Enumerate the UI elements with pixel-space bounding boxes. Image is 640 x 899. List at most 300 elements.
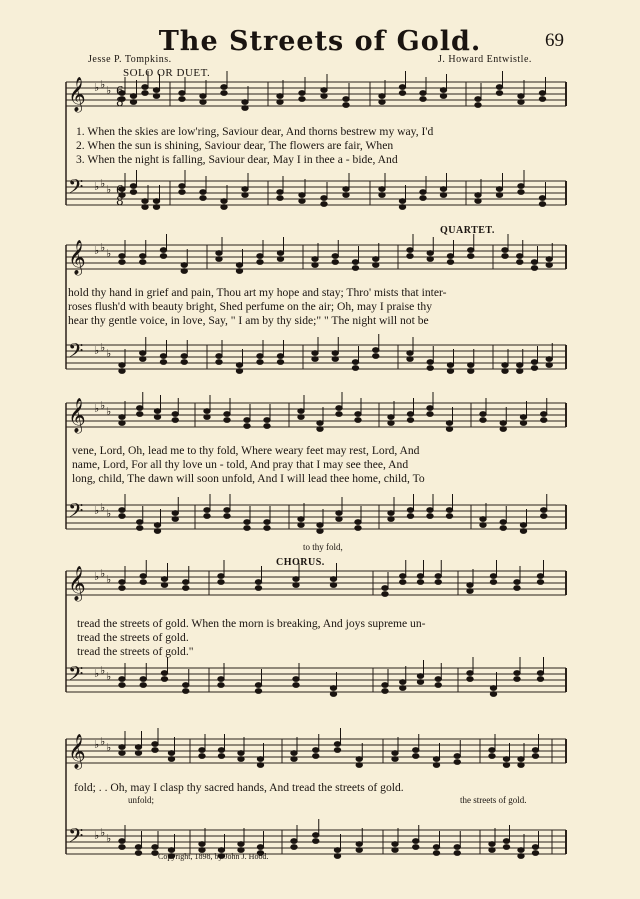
note-head bbox=[321, 88, 327, 93]
note-head bbox=[382, 689, 388, 694]
note-head bbox=[399, 199, 405, 204]
note-head bbox=[468, 248, 474, 253]
note-head bbox=[539, 202, 545, 207]
note-head bbox=[454, 754, 460, 759]
note-head bbox=[502, 369, 508, 374]
note-head bbox=[277, 354, 283, 359]
note-head bbox=[181, 263, 187, 268]
note-head bbox=[264, 526, 270, 531]
note-head bbox=[392, 848, 398, 853]
note-head bbox=[257, 763, 263, 768]
note-head bbox=[291, 845, 297, 850]
note-head bbox=[330, 583, 336, 588]
note-head bbox=[475, 97, 481, 102]
note-head bbox=[312, 351, 318, 356]
note-head bbox=[355, 520, 361, 525]
note-head bbox=[518, 854, 524, 859]
note-head bbox=[119, 508, 125, 513]
note-head bbox=[517, 254, 523, 259]
note-head bbox=[236, 369, 242, 374]
note-head bbox=[502, 254, 508, 259]
note-head bbox=[400, 686, 406, 691]
note-head bbox=[313, 754, 319, 759]
note-head bbox=[142, 199, 148, 204]
section-label-quartet: QUARTET. bbox=[440, 225, 495, 236]
note-head bbox=[238, 842, 244, 847]
note-head bbox=[221, 85, 227, 90]
note-head bbox=[277, 257, 283, 262]
note-head bbox=[382, 592, 388, 597]
verse-line: long, child, The dawn will soon unfold, And I will lead thee home, child, To bbox=[72, 472, 425, 485]
note-head bbox=[293, 683, 299, 688]
note-head bbox=[537, 677, 543, 682]
note-head bbox=[518, 94, 524, 99]
note-head bbox=[433, 763, 439, 768]
verse-line: 3. When the night is falling, Saviour dear, May I in thee a - bide, And bbox=[76, 153, 398, 166]
note-head bbox=[518, 100, 524, 105]
page-number: 69 bbox=[545, 30, 564, 51]
note-head bbox=[420, 196, 426, 201]
note-head bbox=[400, 680, 406, 685]
note-head bbox=[503, 763, 509, 768]
note-head bbox=[140, 574, 146, 579]
note-head bbox=[356, 848, 362, 853]
note-head bbox=[503, 757, 509, 762]
note-head bbox=[224, 508, 230, 513]
note-head bbox=[352, 266, 358, 271]
note-head bbox=[517, 363, 523, 368]
svg-text:♭: ♭ bbox=[100, 501, 106, 514]
note-head bbox=[382, 586, 388, 591]
note-head bbox=[181, 269, 187, 274]
note-head bbox=[489, 848, 495, 853]
note-head bbox=[218, 683, 224, 688]
svg-text:♭: ♭ bbox=[100, 735, 106, 748]
note-head bbox=[467, 589, 473, 594]
note-head bbox=[204, 514, 210, 519]
note-head bbox=[446, 514, 452, 519]
note-head bbox=[312, 263, 318, 268]
note-head bbox=[135, 751, 141, 756]
note-head bbox=[343, 103, 349, 108]
svg-text:♭: ♭ bbox=[106, 405, 112, 418]
note-head bbox=[142, 205, 148, 210]
note-head bbox=[388, 511, 394, 516]
note-head bbox=[317, 523, 323, 528]
note-head bbox=[427, 406, 433, 411]
note-head bbox=[119, 677, 125, 682]
note-head bbox=[160, 254, 166, 259]
note-head bbox=[216, 251, 222, 256]
note-head bbox=[502, 248, 508, 253]
note-head bbox=[427, 514, 433, 519]
note-head bbox=[539, 196, 545, 201]
note-head bbox=[257, 845, 263, 850]
note-head bbox=[317, 427, 323, 432]
svg-text:♭: ♭ bbox=[106, 573, 112, 586]
note-head bbox=[183, 586, 189, 591]
note-head bbox=[255, 580, 261, 585]
note-head bbox=[224, 514, 230, 519]
note-head bbox=[298, 523, 304, 528]
lyric-annotation: unfold; bbox=[128, 795, 154, 805]
note-head bbox=[135, 745, 141, 750]
note-head bbox=[407, 514, 413, 519]
treble-clef-icon: 𝄞 bbox=[68, 734, 86, 769]
note-head bbox=[420, 97, 426, 102]
note-head bbox=[317, 529, 323, 534]
svg-text:♭: ♭ bbox=[94, 344, 100, 357]
note-head bbox=[160, 248, 166, 253]
note-head bbox=[291, 839, 297, 844]
note-head bbox=[332, 254, 338, 259]
note-head bbox=[388, 517, 394, 522]
note-head bbox=[153, 205, 159, 210]
note-head bbox=[154, 529, 160, 534]
note-head bbox=[200, 94, 206, 99]
note-head bbox=[399, 205, 405, 210]
note-head bbox=[142, 91, 148, 96]
note-head bbox=[440, 94, 446, 99]
note-head bbox=[417, 574, 423, 579]
note-head bbox=[503, 839, 509, 844]
note-head bbox=[496, 91, 502, 96]
note-head bbox=[140, 351, 146, 356]
note-head bbox=[520, 523, 526, 528]
note-head bbox=[312, 357, 318, 362]
note-head bbox=[257, 254, 263, 259]
note-head bbox=[417, 674, 423, 679]
svg-text:♭: ♭ bbox=[106, 247, 112, 260]
note-head bbox=[435, 683, 441, 688]
note-head bbox=[216, 354, 222, 359]
note-head bbox=[221, 91, 227, 96]
bass-clef-icon: 𝄢 bbox=[68, 499, 84, 527]
note-head bbox=[255, 689, 261, 694]
note-head bbox=[518, 848, 524, 853]
note-head bbox=[257, 260, 263, 265]
note-head bbox=[130, 190, 136, 195]
note-head bbox=[454, 851, 460, 856]
verse-line: roses flush'd with beauty bright, Shed perfume on the air; Oh, may I praise thy bbox=[68, 300, 432, 313]
note-head bbox=[373, 354, 379, 359]
note-head bbox=[382, 683, 388, 688]
lyric-annotation: the streets of gold. bbox=[460, 795, 527, 805]
section-label-chorus: CHORUS. bbox=[276, 557, 325, 568]
svg-text:6: 6 bbox=[116, 183, 124, 197]
note-head bbox=[467, 677, 473, 682]
note-head bbox=[500, 520, 506, 525]
note-head bbox=[467, 671, 473, 676]
note-head bbox=[242, 106, 248, 111]
note-head bbox=[119, 514, 125, 519]
note-head bbox=[475, 193, 481, 198]
note-head bbox=[154, 409, 160, 414]
note-head bbox=[503, 845, 509, 850]
note-head bbox=[518, 757, 524, 762]
note-head bbox=[427, 257, 433, 262]
note-head bbox=[420, 190, 426, 195]
verse-line: tread the streets of gold." bbox=[77, 645, 194, 658]
note-head bbox=[480, 517, 486, 522]
svg-text:8: 8 bbox=[116, 194, 124, 208]
note-head bbox=[496, 187, 502, 192]
note-head bbox=[257, 757, 263, 762]
copyright-notice: Copyright, 1898, by John J. Hood. bbox=[158, 852, 269, 861]
hymn-title: The Streets of Gold. bbox=[158, 26, 482, 57]
note-head bbox=[242, 193, 248, 198]
note-head bbox=[181, 354, 187, 359]
note-head bbox=[199, 748, 205, 753]
note-head bbox=[200, 100, 206, 105]
note-head bbox=[332, 357, 338, 362]
note-head bbox=[218, 580, 224, 585]
note-head bbox=[291, 751, 297, 756]
note-head bbox=[238, 751, 244, 756]
verse-line: tread the streets of gold. bbox=[77, 631, 189, 644]
note-head bbox=[321, 196, 327, 201]
note-head bbox=[242, 187, 248, 192]
note-head bbox=[160, 360, 166, 365]
svg-text:♭: ♭ bbox=[94, 667, 100, 680]
note-head bbox=[537, 671, 543, 676]
lyric-annotation: to thy fold, bbox=[303, 542, 343, 552]
svg-text:♭: ♭ bbox=[94, 402, 100, 415]
note-head bbox=[489, 748, 495, 753]
note-head bbox=[135, 851, 141, 856]
svg-text:♭: ♭ bbox=[94, 829, 100, 842]
note-head bbox=[413, 748, 419, 753]
note-head bbox=[531, 360, 537, 365]
note-head bbox=[427, 366, 433, 371]
note-head bbox=[413, 839, 419, 844]
note-head bbox=[373, 348, 379, 353]
note-head bbox=[427, 360, 433, 365]
note-head bbox=[216, 360, 222, 365]
bass-clef-icon: 𝄢 bbox=[68, 824, 84, 852]
note-head bbox=[161, 671, 167, 676]
note-head bbox=[427, 508, 433, 513]
note-head bbox=[200, 190, 206, 195]
note-head bbox=[204, 415, 210, 420]
note-head bbox=[480, 412, 486, 417]
note-head bbox=[172, 511, 178, 516]
note-head bbox=[500, 526, 506, 531]
note-head bbox=[435, 580, 441, 585]
note-head bbox=[417, 680, 423, 685]
note-head bbox=[490, 580, 496, 585]
svg-text:♭: ♭ bbox=[106, 347, 112, 360]
treble-clef-icon: 𝄞 bbox=[68, 240, 86, 275]
note-head bbox=[537, 574, 543, 579]
note-head bbox=[277, 196, 283, 201]
note-head bbox=[480, 418, 486, 423]
note-head bbox=[379, 94, 385, 99]
note-head bbox=[179, 91, 185, 96]
note-head bbox=[153, 88, 159, 93]
note-head bbox=[407, 412, 413, 417]
svg-text:♭: ♭ bbox=[100, 341, 106, 354]
svg-text:6: 6 bbox=[116, 84, 124, 98]
note-head bbox=[312, 257, 318, 262]
note-head bbox=[373, 263, 379, 268]
note-head bbox=[137, 526, 143, 531]
svg-text:♭: ♭ bbox=[100, 567, 106, 580]
verse-line: tread the streets of gold. When the morn is breaking, And joys supreme un- bbox=[77, 617, 426, 630]
note-head bbox=[520, 529, 526, 534]
note-head bbox=[137, 520, 143, 525]
note-head bbox=[299, 97, 305, 102]
note-head bbox=[420, 91, 426, 96]
note-head bbox=[130, 100, 136, 105]
note-head bbox=[321, 202, 327, 207]
note-head bbox=[218, 748, 224, 753]
note-head bbox=[520, 415, 526, 420]
note-head bbox=[392, 842, 398, 847]
note-head bbox=[255, 683, 261, 688]
note-head bbox=[179, 184, 185, 189]
note-head bbox=[446, 427, 452, 432]
note-head bbox=[532, 754, 538, 759]
note-head bbox=[119, 260, 125, 265]
note-head bbox=[168, 757, 174, 762]
note-head bbox=[152, 748, 158, 753]
note-head bbox=[130, 184, 136, 189]
note-head bbox=[242, 100, 248, 105]
note-head bbox=[137, 412, 143, 417]
treble-clef-icon: 𝄞 bbox=[68, 566, 86, 601]
note-head bbox=[298, 409, 304, 414]
note-head bbox=[400, 574, 406, 579]
composer-credit: J. Howard Entwistle. bbox=[438, 54, 532, 65]
note-head bbox=[119, 369, 125, 374]
note-head bbox=[541, 508, 547, 513]
note-head bbox=[119, 586, 125, 591]
note-head bbox=[480, 523, 486, 528]
note-head bbox=[468, 369, 474, 374]
note-head bbox=[433, 851, 439, 856]
note-head bbox=[332, 351, 338, 356]
note-head bbox=[407, 254, 413, 259]
note-head bbox=[313, 839, 319, 844]
note-head bbox=[514, 671, 520, 676]
note-head bbox=[352, 366, 358, 371]
verse-line: 1. When the skies are low'ring, Saviour dear, And thorns bestrew my way, I'd bbox=[76, 125, 434, 138]
note-head bbox=[140, 260, 146, 265]
note-head bbox=[388, 421, 394, 426]
note-head bbox=[379, 100, 385, 105]
note-head bbox=[160, 354, 166, 359]
note-head bbox=[379, 187, 385, 192]
note-head bbox=[161, 677, 167, 682]
note-head bbox=[454, 845, 460, 850]
note-head bbox=[468, 254, 474, 259]
note-head bbox=[496, 85, 502, 90]
note-head bbox=[514, 580, 520, 585]
note-head bbox=[500, 427, 506, 432]
note-head bbox=[407, 357, 413, 362]
note-head bbox=[293, 677, 299, 682]
svg-text:♭: ♭ bbox=[94, 180, 100, 193]
note-head bbox=[199, 842, 205, 847]
note-head bbox=[317, 421, 323, 426]
note-head bbox=[218, 754, 224, 759]
svg-text:8: 8 bbox=[116, 95, 124, 109]
note-head bbox=[224, 418, 230, 423]
note-head bbox=[440, 88, 446, 93]
treble-clef-icon: 𝄞 bbox=[68, 77, 86, 112]
note-head bbox=[446, 421, 452, 426]
svg-text:♭: ♭ bbox=[100, 241, 106, 254]
part-label: SOLO OR DUET. bbox=[123, 67, 211, 79]
note-head bbox=[373, 257, 379, 262]
note-head bbox=[468, 363, 474, 368]
note-head bbox=[336, 412, 342, 417]
svg-text:♭: ♭ bbox=[106, 84, 112, 97]
svg-text:♭: ♭ bbox=[100, 826, 106, 839]
note-head bbox=[153, 199, 159, 204]
svg-text:♭: ♭ bbox=[106, 183, 112, 196]
note-head bbox=[238, 757, 244, 762]
note-head bbox=[199, 754, 205, 759]
note-head bbox=[435, 574, 441, 579]
note-head bbox=[355, 412, 361, 417]
note-head bbox=[467, 583, 473, 588]
note-head bbox=[539, 97, 545, 102]
note-head bbox=[334, 854, 340, 859]
note-head bbox=[140, 677, 146, 682]
note-head bbox=[435, 677, 441, 682]
note-head bbox=[447, 260, 453, 265]
note-head bbox=[244, 424, 250, 429]
verse-line: hold thy hand in grief and pain, Thou art my hope and stay; Thro' mists that inter- bbox=[68, 286, 447, 299]
note-head bbox=[332, 260, 338, 265]
note-head bbox=[298, 517, 304, 522]
note-head bbox=[152, 742, 158, 747]
svg-text:♭: ♭ bbox=[94, 244, 100, 257]
note-head bbox=[137, 406, 143, 411]
note-head bbox=[264, 424, 270, 429]
note-head bbox=[417, 580, 423, 585]
note-head bbox=[355, 526, 361, 531]
svg-text:♭: ♭ bbox=[106, 832, 112, 845]
verse-line: 2. When the sun is shining, Saviour dear, The flowers are fair, When bbox=[76, 139, 394, 152]
note-head bbox=[546, 263, 552, 268]
note-head bbox=[541, 514, 547, 519]
verse-line: vene, Lord, Oh, lead me to thy fold, Where weary feet may rest, Lord, And bbox=[72, 444, 420, 457]
note-head bbox=[399, 91, 405, 96]
note-head bbox=[413, 845, 419, 850]
note-head bbox=[531, 366, 537, 371]
note-head bbox=[502, 363, 508, 368]
note-head bbox=[490, 692, 496, 697]
note-head bbox=[518, 184, 524, 189]
note-head bbox=[518, 763, 524, 768]
note-head bbox=[334, 742, 340, 747]
note-head bbox=[517, 260, 523, 265]
note-head bbox=[277, 251, 283, 256]
note-head bbox=[257, 354, 263, 359]
note-head bbox=[514, 586, 520, 591]
note-head bbox=[130, 94, 136, 99]
note-head bbox=[119, 580, 125, 585]
note-head bbox=[379, 193, 385, 198]
note-head bbox=[140, 683, 146, 688]
note-head bbox=[161, 583, 167, 588]
note-head bbox=[490, 574, 496, 579]
note-head bbox=[520, 421, 526, 426]
note-head bbox=[330, 692, 336, 697]
